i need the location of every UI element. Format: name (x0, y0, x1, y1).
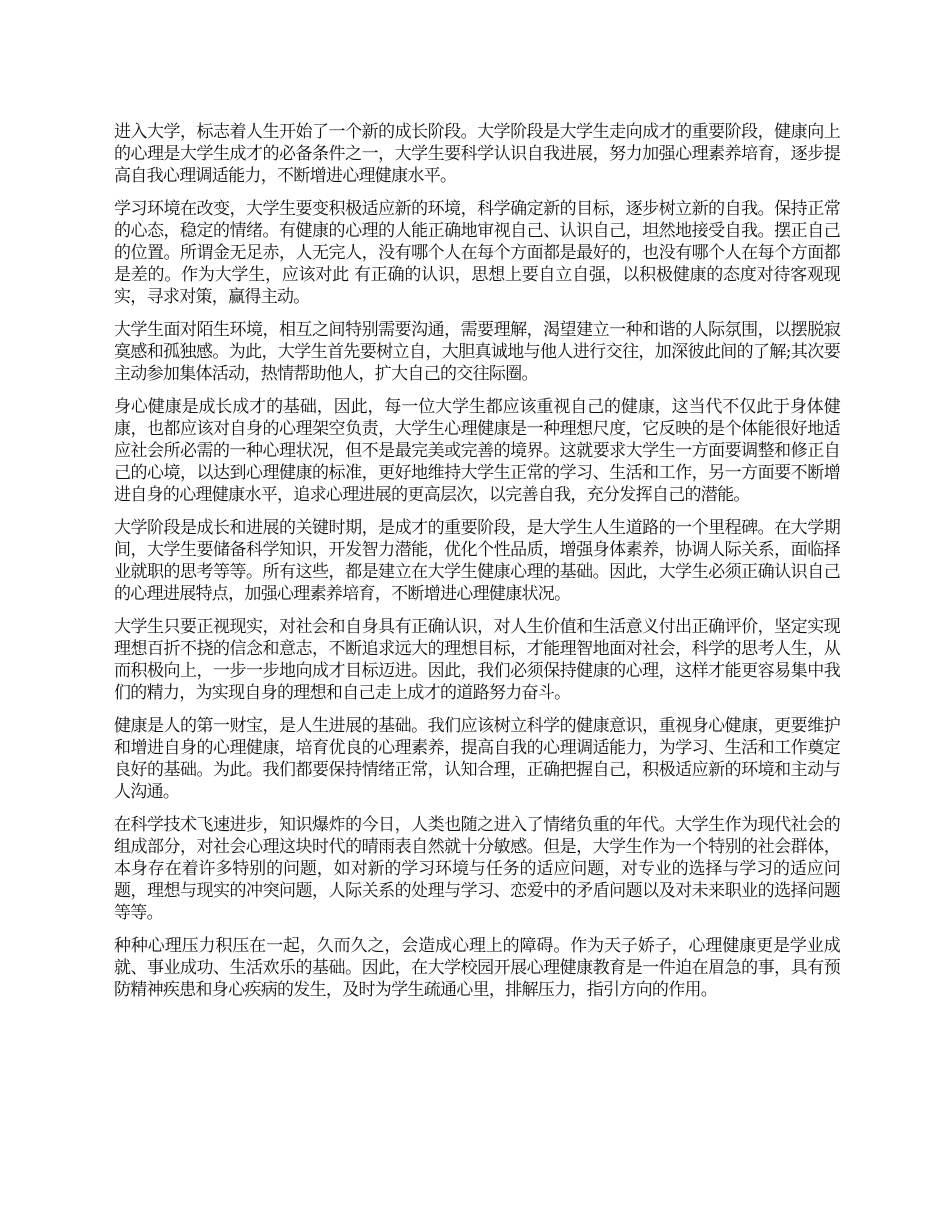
paragraph-5: 大学阶段是成长和进展的关键时期，是成才的重要阶段，是大学生人生道路的一个里程碑。在大学期间，大学生要储备科学知识，开发智力潜能，优化个性品质，增强身体素养，协调人际关系，面临择业就职的思考等等。所有这些，都是建立在大学生健康心理的基础。因此，大学生必须正确认识自己的心理进展特点，加强心理素养培育，不断增进心理健康状况。 (114, 518, 840, 604)
paragraph-9: 种种心理压力积压在一起，久而久之，会造成心理上的障碍。作为天子娇子，心理健康更是学业成就、事业成功、生活欢乐的基础。因此，在大学校园开展心理健康教育是一件迫在眉急的事，具有预防精神疾患和身心疾病的发生，及时为学生疏通心里，排解压力，指引方向的作用。 (114, 936, 840, 1000)
document-body (114, 121, 840, 1012)
paragraph-2: 学习环境在改变，大学生要变积极适应新的环境，科学确定新的目标，逐步树立新的自我。保持正常的心态，稳定的情绪。有健康的心理的人能正确地审视自己、认识自己，坦然地接受自我。摆正自己的位置。所谓金无足赤，人无完人，没有哪个人在每个方面都是最好的，也没有哪个人在每个方面都是差的。作为大学生，应该对此 有正确的认识，思想上要自立自强，以积极健康的态度对待客观现实，寻求对策，赢得主动。 (114, 199, 840, 307)
paragraph-8: 在科学技术飞速进步，知识爆炸的今日，人类也随之进入了情绪负重的年代。大学生作为现代社会的组成部分，对社会心理这块时代的晴雨表自然就十分敏感。但是，大学生作为一个特别的社会群体，本身存在着许多特别的问题，如对新的学习环境与任务的适应问题，对专业的选择与学习的适应问题，理想与现实的冲突问题，人际关系的处理与学习、恋爱中的矛盾问题以及对未来职业的选择问题等等。 (114, 815, 840, 923)
paragraph-3: 大学生面对陌生环境，相互之间特别需要沟通，需要理解，渴望建立一种和谐的人际氛围，以摆脱寂寞感和孤独感。为此，大学生首先要树立自，大胆真诚地与他人进行交往，加深彼此间的了解;其次要主动参加集体活动，热情帮助他人，扩大自己的交往际圈。 (114, 320, 840, 384)
paragraph-1: 进入大学，标志着人生开始了一个新的成长阶段。大学阶段是大学生走向成才的重要阶段，健康向上的心理是大学生成才的必备条件之一，大学生要科学认识自我进展，努力加强心理素养培育，逐步提高自我心理调适能力，不断增进心理健康水平。 (114, 122, 840, 186)
paragraph-4: 身心健康是成长成才的基础，因此，每一位大学生都应该重视自己的健康，这当代不仅此于身体健康，也都应该对自身的心理架空负责，大学生心理健康是一种理想尺度，它反映的是个体能很好地适应社会所必需的一种心理状况，但不是最完美或完善的境界。这就要求大学生一方面要调整和修正自己的心境，以达到心理健康的标准，更好地维持大学生正常的学习、生活和工作，另一方面要不断增进自身的心理健康水平，追求心理进展的更高层次，以完善自我，充分发挥自己的潜能。 (114, 397, 840, 505)
paragraph-6: 大学生只要正视现实，对社会和自身具有正确认识，对人生价值和生活意义付出正确评价，坚定实现理想百折不挠的信念和意志，不断追求远大的理想目标，才能理智地面对社会，科学的思考人生，从而积极向上，一步一步地向成才目标迈进。因此，我们必须保持健康的心理，这样才能更容易集中我们的精力，为实现自身的理想和自己走上成才的道路努力奋斗。 (114, 617, 840, 703)
paragraph-7: 健康是人的第一财宝，是人生进展的基础。我们应该树立科学的健康意识，重视身心健康，更要维护和增进自身的心理健康，培育优良的心理素养，提高自我的心理调适能力，为学习、生活和工作奠定良好的基础。为此。我们都要保持情绪正常，认知合理，正确把握自己，积极适应新的环境和主动与人沟通。 (114, 716, 840, 802)
